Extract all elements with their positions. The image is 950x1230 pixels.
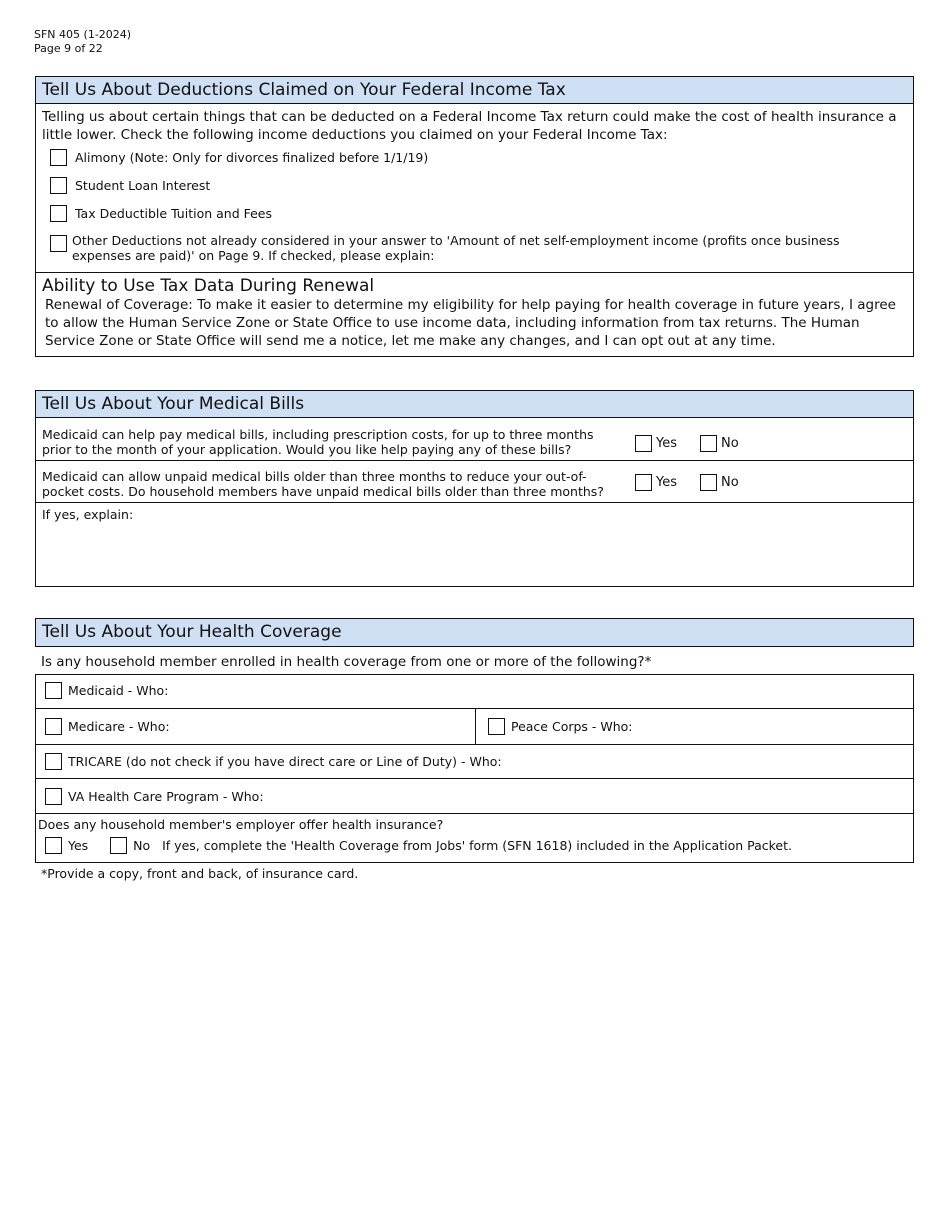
medical-bills-section bbox=[35, 390, 914, 587]
health-coverage-title: Tell Us About Your Health Coverage bbox=[36, 619, 913, 646]
peace-corps-checkbox[interactable] bbox=[488, 718, 505, 735]
divider bbox=[36, 813, 913, 814]
yes-label: Yes bbox=[67, 837, 89, 853]
form-header bbox=[34, 28, 131, 56]
deduction-label: Tax Deductible Tuition and Fees bbox=[74, 205, 273, 221]
medicaid-label: Medicaid - Who: bbox=[67, 682, 169, 698]
medicare-label: Medicare - Who: bbox=[67, 718, 170, 734]
health-coverage-header bbox=[35, 618, 914, 647]
peace-corps-label: Peace Corps - Who: bbox=[510, 718, 633, 734]
deduction-label: Other Deductions not already considered in your answer to 'Amount of net self-employment income (profits once business expenses are paid)' on Page 9. If checked, please explain: bbox=[72, 233, 840, 263]
renewal-title: Ability to Use Tax Data During Renewal bbox=[42, 276, 375, 296]
peace-corps-row bbox=[488, 718, 633, 735]
coverage-table bbox=[35, 674, 914, 863]
medicaid-checkbox[interactable] bbox=[45, 682, 62, 699]
va-row bbox=[45, 788, 264, 805]
employer-answer-row bbox=[45, 837, 792, 854]
divider bbox=[36, 460, 913, 461]
deduction-label: Alimony (Note: Only for divorces finalized before 1/1/19) bbox=[74, 149, 429, 165]
va-checkbox[interactable] bbox=[45, 788, 62, 805]
tricare-row bbox=[45, 753, 502, 770]
deductions-title: Tell Us About Deductions Claimed on Your Federal Income Tax bbox=[36, 77, 913, 104]
footnote: *Provide a copy, front and back, of insurance card. bbox=[41, 866, 359, 881]
employer-question: Does any household member's employer offer health insurance? bbox=[38, 817, 444, 832]
deduction-item-student-loan bbox=[50, 177, 900, 194]
q1-no-checkbox[interactable] bbox=[700, 435, 717, 452]
tricare-label: TRICARE (do not check if you have direct care or Line of Duty) - Who: bbox=[67, 753, 502, 769]
divider bbox=[36, 744, 913, 745]
deduction-item-alimony bbox=[50, 149, 900, 166]
tricare-checkbox[interactable] bbox=[45, 753, 62, 770]
deduction-label: Student Loan Interest bbox=[74, 177, 211, 193]
student-loan-checkbox[interactable] bbox=[50, 177, 67, 194]
q2-yes bbox=[635, 474, 677, 491]
yes-label: Yes bbox=[656, 436, 677, 451]
no-label: No bbox=[133, 837, 151, 853]
employer-no-checkbox[interactable] bbox=[110, 837, 127, 854]
divider bbox=[475, 709, 476, 744]
explain-label: If yes, explain: bbox=[42, 507, 134, 522]
deduction-item-tuition bbox=[50, 205, 900, 222]
yes-label: Yes bbox=[656, 475, 677, 490]
q2-no bbox=[700, 474, 739, 491]
deductions-intro: Telling us about certain things that can be deducted on a Federal Income Tax return could make the cost of health insurance a little lower. Check the following income deductions you claimed on your Federal Income Tax: bbox=[42, 109, 897, 143]
divider bbox=[36, 778, 913, 779]
q2-yes-checkbox[interactable] bbox=[635, 474, 652, 491]
divider bbox=[36, 272, 913, 273]
q1-yes-checkbox[interactable] bbox=[635, 435, 652, 452]
q1-no bbox=[700, 435, 739, 452]
divider bbox=[36, 502, 913, 503]
medical-bills-title: Tell Us About Your Medical Bills bbox=[36, 391, 913, 418]
medical-bills-q1: Medicaid can help pay medical bills, including prescription costs, for up to three months prior to the month of your application. Would you like help paying any of these bills? bbox=[42, 427, 594, 457]
no-label: No bbox=[721, 475, 739, 490]
employer-yes-checkbox[interactable] bbox=[45, 837, 62, 854]
employer-note: If yes, complete the 'Health Coverage from Jobs' form (SFN 1618) included in the Application Packet. bbox=[162, 837, 792, 853]
alimony-checkbox[interactable] bbox=[50, 149, 67, 166]
q2-no-checkbox[interactable] bbox=[700, 474, 717, 491]
medicaid-row bbox=[45, 682, 168, 699]
deductions-section bbox=[35, 76, 914, 357]
no-label: No bbox=[721, 436, 739, 451]
coverage-question: Is any household member enrolled in health coverage from one or more of the following?* bbox=[41, 654, 652, 670]
q1-yes bbox=[635, 435, 677, 452]
page-number: Page 9 of 22 bbox=[34, 42, 103, 55]
medicare-row bbox=[45, 718, 170, 735]
form-id: SFN 405 (1-2024) bbox=[34, 28, 132, 41]
other-deductions-checkbox[interactable] bbox=[50, 235, 67, 252]
medical-bills-q2: Medicaid can allow unpaid medical bills older than three months to reduce your out-of-pocket costs. Do household members have unpaid medical bills older than three months? bbox=[42, 469, 604, 499]
tuition-checkbox[interactable] bbox=[50, 205, 67, 222]
medicare-checkbox[interactable] bbox=[45, 718, 62, 735]
explain-field[interactable] bbox=[38, 525, 910, 583]
renewal-text: Renewal of Coverage: To make it easier to determine my eligibility for help paying for health coverage in future years, I agree to allow the Human Service Zone or State Office to use income data, including information from tax returns. The Human Service Zone or State Office will send me a notice, let me make any changes, and I can opt out at any time. bbox=[45, 297, 896, 349]
va-label: VA Health Care Program - Who: bbox=[67, 788, 264, 804]
